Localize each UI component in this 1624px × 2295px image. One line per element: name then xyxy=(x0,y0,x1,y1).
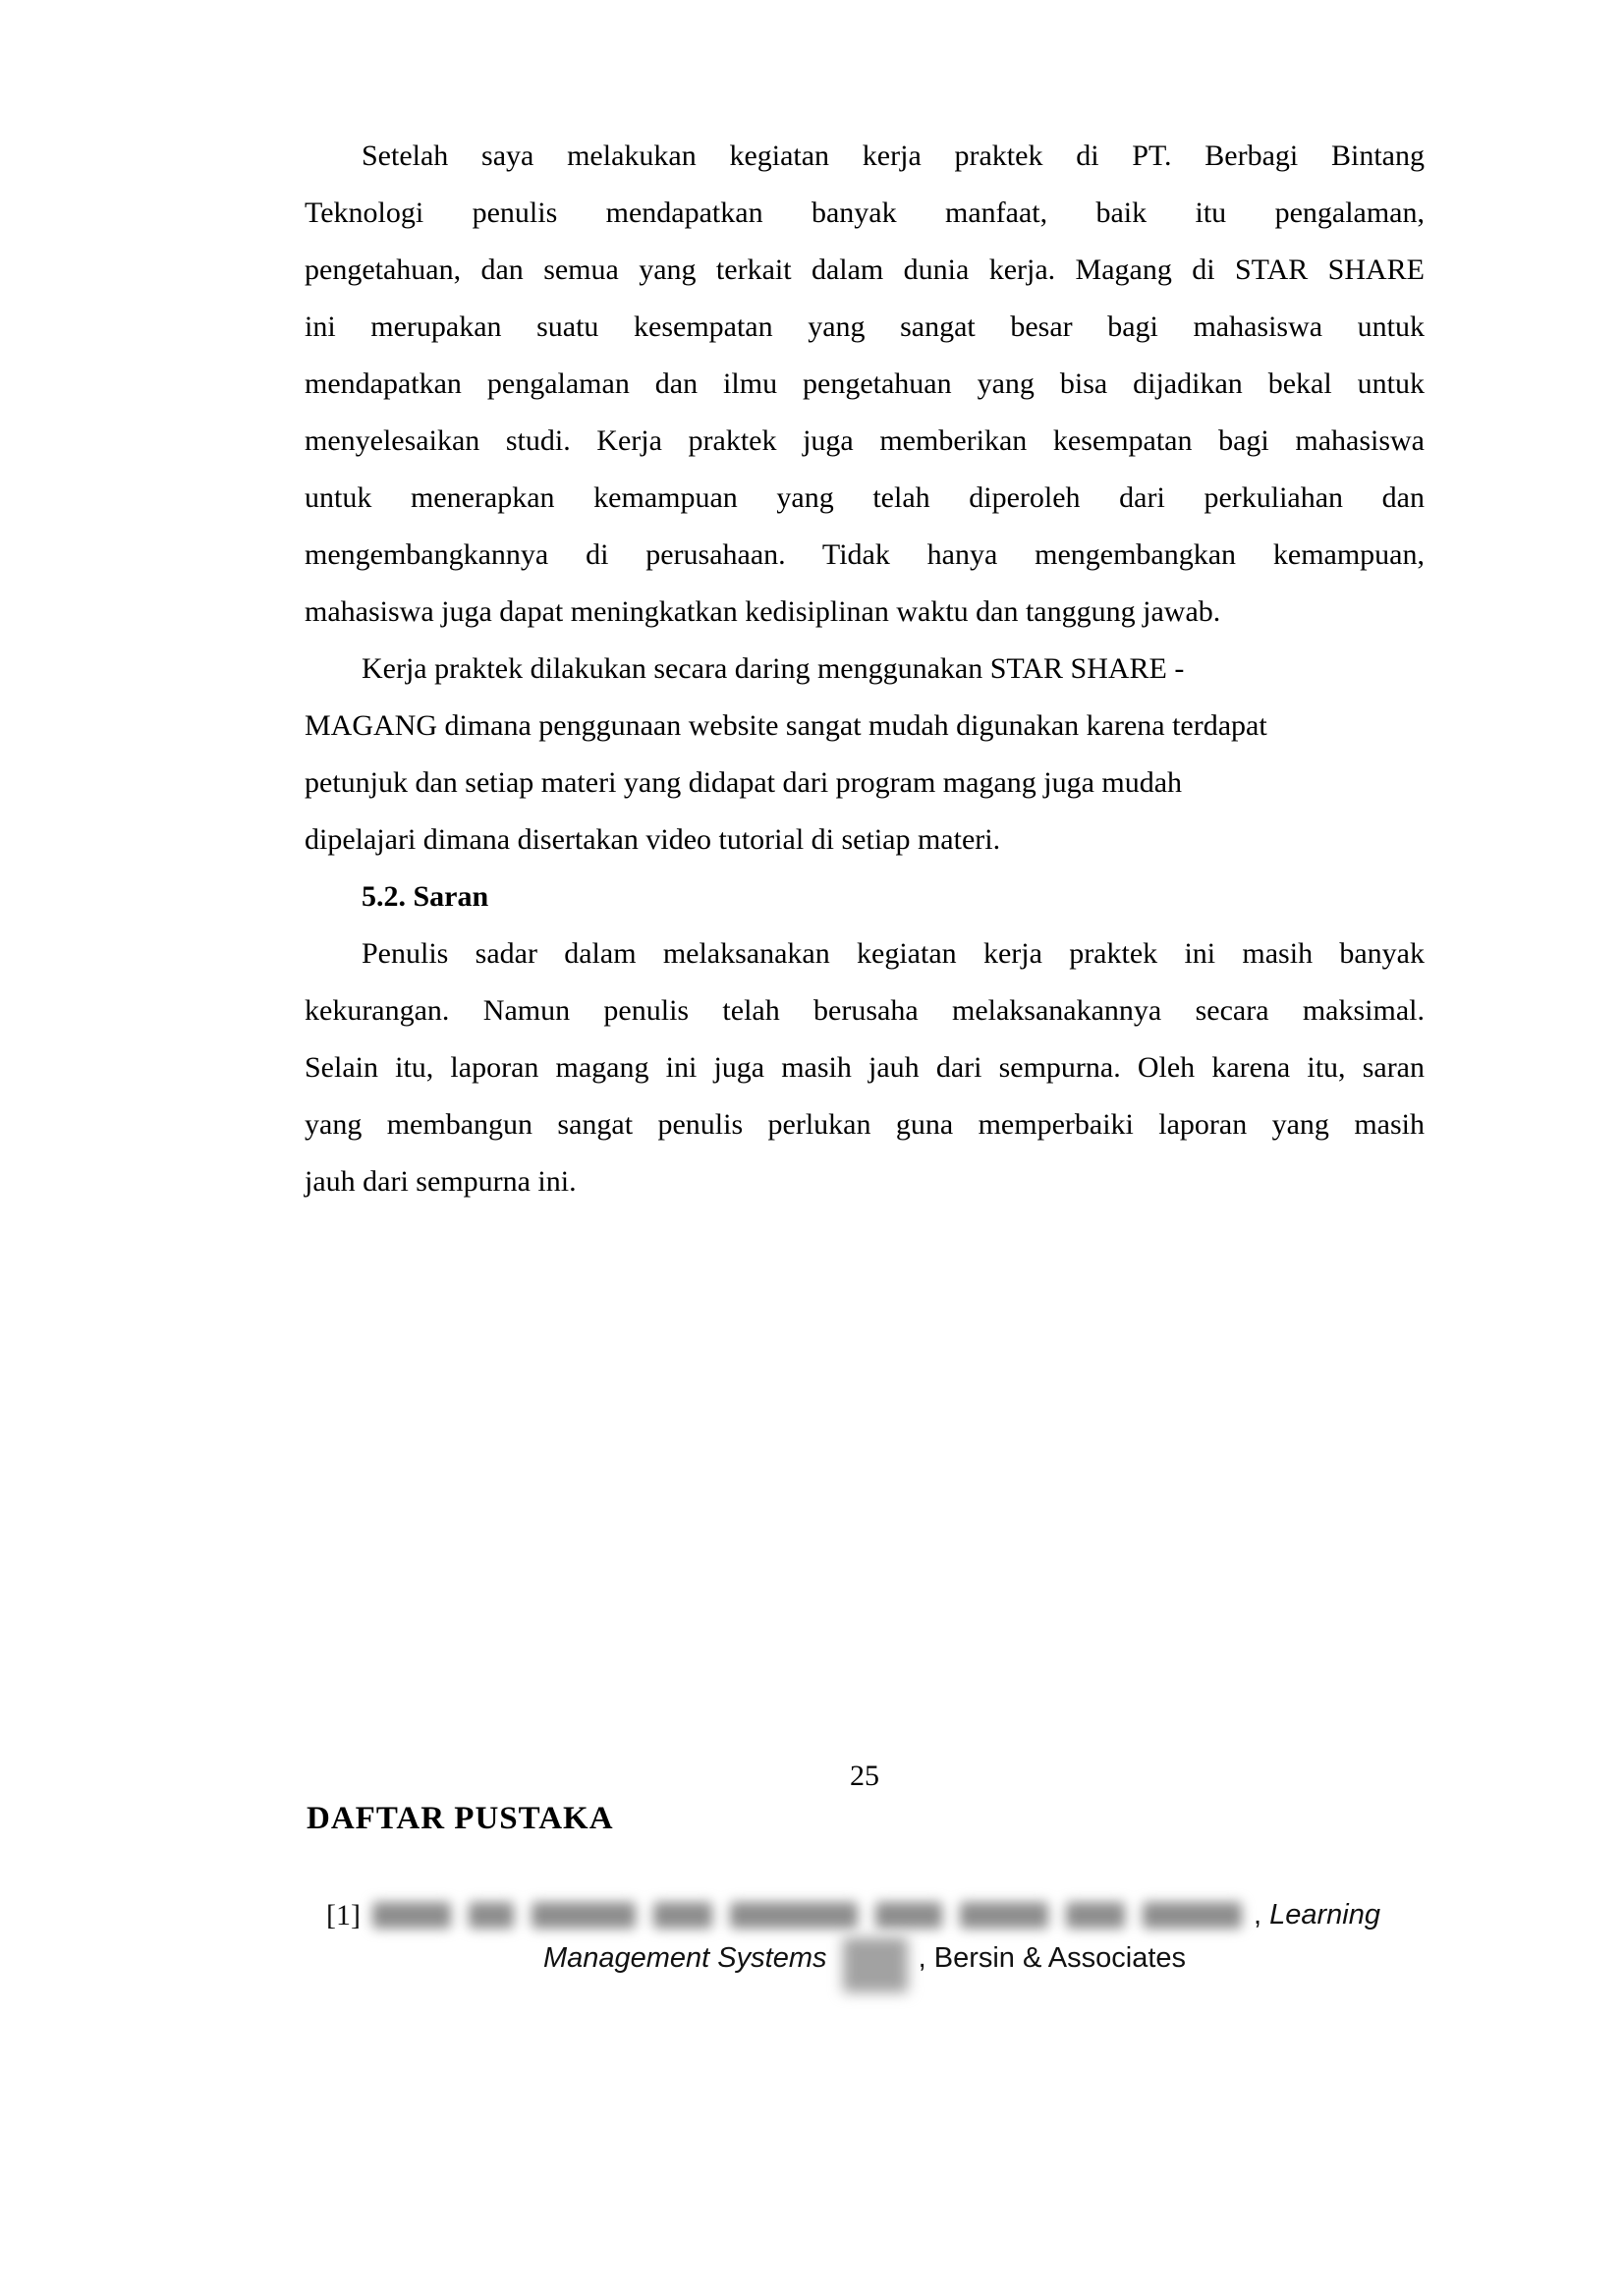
text-line: yang membangun sangat penulis perlukan guna memperbaiki laporan yang masih xyxy=(305,1108,1425,1141)
text-line: mahasiswa juga dapat meningkatkan kedisiplinan waktu dan tanggung jawab. xyxy=(305,595,1221,628)
reference-title-line2: Management Systems xyxy=(542,1942,827,1974)
page-content xyxy=(305,128,1425,1210)
text-line: Setelah saya melakukan kegiatan kerja praktek di PT. Berbagi Bintang xyxy=(362,140,1425,172)
text-line: ini merupakan suatu kesempatan yang sangat besar bagi mahasiswa untuk xyxy=(305,310,1425,343)
text-line: MAGANG dimana penggunaan website sangat mudah digunakan karena terdapat xyxy=(305,709,1267,742)
text-line: pengetahuan, dan semua yang terkait dalam dunia kerja. Magang di STAR SHARE xyxy=(305,253,1425,286)
text-line: mengembangkannya di perusahaan. Tidak hanya mengembangkan kemampuan, xyxy=(305,538,1425,571)
page-number: 25 xyxy=(850,1760,879,1792)
reference-publisher: , Bersin & Associates xyxy=(918,1942,1187,1974)
redacted-detail-block xyxy=(843,1937,908,1992)
bibliography-heading: DAFTAR PUSTAKA xyxy=(307,1801,614,1836)
text-line: Kerja praktek dilakukan secara daring menggunakan STAR SHARE - xyxy=(362,652,1185,685)
text-line: kekurangan. Namun penulis telah berusaha melaksanakannya secara maksimal. xyxy=(305,994,1425,1027)
reference-line-1 xyxy=(305,1894,1425,1935)
text-line: Penulis sadar dalam melaksanakan kegiatan kerja praktek ini masih banyak xyxy=(362,937,1425,970)
text-line: jauh dari sempurna ini. xyxy=(305,1165,577,1198)
reference-line-2 xyxy=(305,1937,1425,1992)
text-line: Teknologi penulis mendapatkan banyak manfaat, baik itu pengalaman, xyxy=(305,196,1425,229)
reference-title-separator: , xyxy=(1253,1898,1270,1931)
text-line: menyelesaikan studi. Kerja praktek juga memberikan kesempatan bagi mahasiswa xyxy=(305,424,1425,457)
reference-entry xyxy=(305,1894,1425,1992)
reference-number: [1] xyxy=(326,1898,361,1931)
text-line: petunjuk dan setiap materi yang didapat dari program magang juga mudah xyxy=(305,766,1183,799)
redacted-authors-block xyxy=(372,1894,1242,1935)
reference-title-line1: Learning xyxy=(1269,1898,1380,1931)
text-line: untuk menerapkan kemampuan yang telah diperoleh dari perkuliahan dan xyxy=(305,481,1425,514)
saran-paragraph xyxy=(305,925,1425,1210)
text-line: dipelajari dimana disertakan video tutorial di setiap materi. xyxy=(305,823,1001,856)
conclusion-paragraphs xyxy=(305,128,1425,868)
text-line: Selain itu, laporan magang ini juga masih jauh dari sempurna. Oleh karena itu, saran xyxy=(305,1051,1425,1084)
section-heading-saran: 5.2. Saran xyxy=(362,880,489,913)
text-line: mendapatkan pengalaman dan ilmu pengetahuan yang bisa dijadikan bekal untuk xyxy=(305,367,1425,400)
